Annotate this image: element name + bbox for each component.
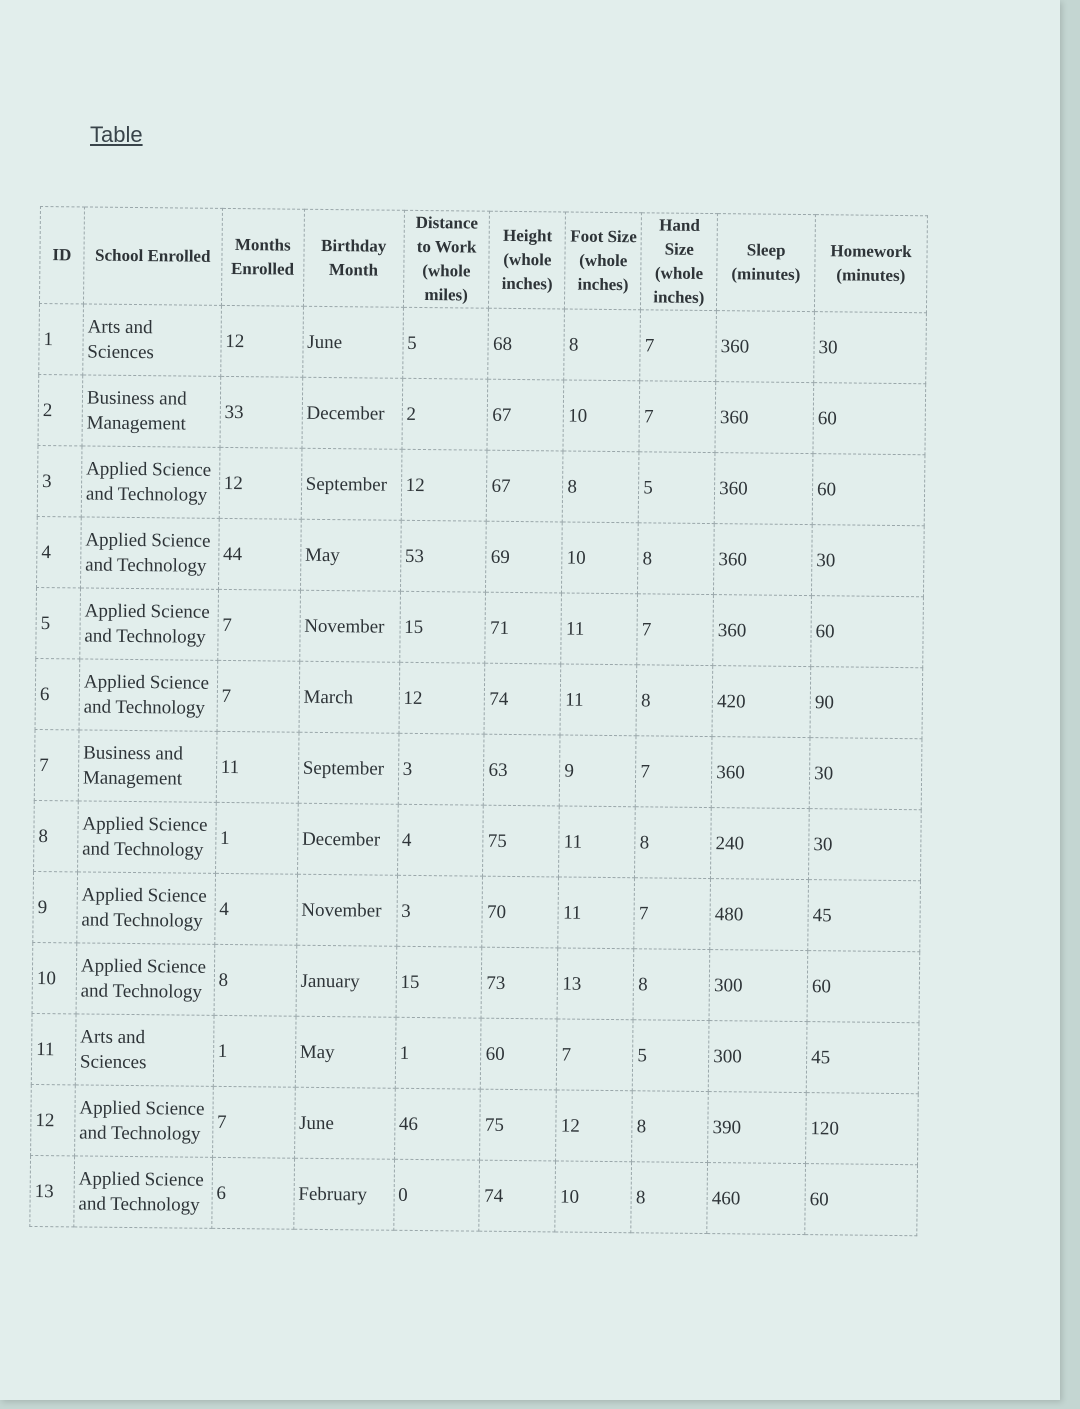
distance-cell: 3 (396, 875, 483, 947)
id-cell: 4 (37, 516, 82, 587)
height-cell: 67 (487, 379, 564, 451)
months-cell: 1 (215, 802, 298, 874)
birthday-cell: December (302, 377, 403, 449)
foot-cell: 9 (560, 735, 637, 807)
homework-cell: 60 (813, 383, 926, 455)
height-cell: 68 (488, 308, 565, 380)
foot-cell: 11 (559, 806, 636, 878)
foot-cell: 11 (558, 877, 635, 949)
sleep-cell: 360 (713, 595, 812, 667)
foot-cell: 7 (557, 1019, 634, 1091)
foot-cell: 11 (561, 593, 638, 665)
birthday-cell: May (295, 1016, 396, 1088)
distance-cell: 15 (396, 946, 483, 1018)
birthday-cell: November (296, 874, 397, 946)
school-cell: Business and Management (78, 730, 217, 802)
birthday-cell: February (293, 1158, 394, 1230)
height-cell: 70 (482, 876, 559, 948)
height-cell: 63 (484, 734, 561, 806)
id-cell: 9 (33, 871, 78, 942)
header-cell: Birthday Month (303, 209, 404, 307)
school-cell: Applied Science and Technology (74, 1085, 213, 1157)
table-row (31, 1084, 919, 1164)
school-cell: Applied Science and Technology (76, 943, 215, 1015)
table-row (39, 303, 927, 383)
foot-cell: 8 (564, 309, 641, 381)
header-cell: Height (whole inches) (489, 211, 566, 309)
sleep-cell: 360 (716, 311, 815, 383)
table-row (37, 445, 925, 525)
homework-cell: 90 (810, 667, 923, 739)
data-table (29, 206, 928, 1236)
school-cell: Arts and Sciences (75, 1014, 214, 1086)
table-row (36, 587, 924, 667)
distance-cell: 12 (399, 662, 486, 734)
foot-cell: 10 (555, 1161, 632, 1233)
id-cell: 8 (34, 800, 79, 871)
months-cell: 7 (212, 1086, 295, 1158)
months-cell: 12 (219, 447, 302, 519)
header-cell: Sleep (minutes) (717, 214, 816, 312)
school-cell: Applied Science and Technology (80, 588, 219, 660)
school-cell: Applied Science and Technology (80, 517, 219, 589)
height-cell: 67 (487, 450, 564, 522)
months-cell: 4 (214, 873, 297, 945)
birthday-cell: September (298, 732, 399, 804)
birthday-cell: May (300, 519, 401, 591)
id-cell: 10 (32, 942, 77, 1013)
header-cell: Hand Size (whole inches) (641, 213, 718, 311)
height-cell: 73 (482, 947, 559, 1019)
header-cell: Foot Size (whole inches) (565, 212, 642, 310)
sleep-cell: 300 (709, 950, 808, 1022)
hand-cell: 5 (638, 452, 715, 524)
homework-cell: 120 (806, 1093, 919, 1165)
birthday-cell: January (296, 945, 397, 1017)
months-cell: 11 (216, 731, 299, 803)
id-cell: 12 (31, 1084, 76, 1155)
foot-cell: 11 (560, 664, 637, 736)
height-cell: 75 (483, 805, 560, 877)
header-cell: ID (39, 207, 84, 304)
height-cell: 71 (485, 592, 562, 664)
school-cell: Arts and Sciences (83, 304, 222, 376)
hand-cell: 5 (633, 1020, 710, 1092)
id-cell: 1 (39, 303, 84, 374)
distance-cell: 53 (400, 520, 487, 592)
months-cell: 8 (214, 944, 297, 1016)
id-cell: 2 (38, 374, 83, 445)
hand-cell: 7 (634, 878, 711, 950)
months-cell: 12 (220, 305, 303, 377)
distance-cell: 4 (397, 804, 484, 876)
school-cell: Applied Science and Technology (77, 801, 216, 873)
hand-cell: 8 (638, 523, 715, 595)
table-row (38, 374, 926, 454)
distance-cell: 5 (402, 307, 489, 379)
table-row (32, 942, 920, 1022)
hand-cell: 7 (640, 310, 717, 382)
height-cell: 60 (481, 1018, 558, 1090)
homework-cell: 60 (805, 1164, 918, 1236)
homework-cell: 45 (806, 1022, 919, 1094)
distance-cell: 3 (398, 733, 485, 805)
homework-cell: 60 (807, 951, 920, 1023)
homework-cell: 60 (812, 454, 925, 526)
id-cell: 11 (31, 1013, 76, 1084)
id-cell: 7 (34, 729, 79, 800)
distance-cell: 46 (394, 1088, 481, 1160)
header-cell: Months Enrolled (221, 208, 304, 306)
birthday-cell: March (299, 661, 400, 733)
sleep-cell: 360 (714, 453, 813, 525)
hand-cell: 8 (636, 665, 713, 737)
header-cell: Distance to Work (whole miles) (403, 210, 490, 308)
distance-cell: 0 (393, 1159, 480, 1231)
sleep-cell: 360 (711, 737, 810, 809)
header-cell: Homework (minutes) (814, 215, 927, 313)
hand-cell: 7 (636, 736, 713, 808)
school-cell: Applied Science and Technology (77, 872, 216, 944)
months-cell: 7 (217, 589, 300, 661)
table-row (37, 516, 925, 596)
distance-cell: 2 (402, 378, 489, 450)
height-cell: 74 (479, 1160, 556, 1232)
homework-cell: 45 (808, 880, 921, 952)
sleep-cell: 480 (710, 879, 809, 951)
school-cell: Applied Science and Technology (81, 446, 220, 518)
height-cell: 75 (480, 1089, 557, 1161)
birthday-cell: December (297, 803, 398, 875)
table-row (35, 658, 923, 738)
distance-cell: 1 (395, 1017, 482, 1089)
hand-cell: 7 (637, 594, 714, 666)
sleep-cell: 390 (708, 1092, 807, 1164)
sleep-cell: 300 (708, 1021, 807, 1093)
table-row (30, 1155, 918, 1235)
table-row (34, 729, 922, 809)
table-body (30, 303, 927, 1235)
homework-cell: 30 (809, 738, 922, 810)
id-cell: 6 (35, 658, 80, 729)
foot-cell: 10 (562, 522, 639, 594)
months-cell: 1 (213, 1015, 296, 1087)
homework-cell: 30 (811, 525, 924, 597)
months-cell: 44 (218, 518, 301, 590)
months-cell: 6 (212, 1157, 295, 1229)
hand-cell: 8 (633, 949, 710, 1021)
hand-cell: 8 (635, 807, 712, 879)
height-cell: 74 (484, 663, 561, 735)
sleep-cell: 360 (715, 382, 814, 454)
header-row (39, 207, 927, 313)
hand-cell: 8 (631, 1162, 708, 1234)
hand-cell: 7 (639, 381, 716, 453)
table-row (33, 871, 921, 951)
foot-cell: 13 (557, 948, 634, 1020)
height-cell: 69 (486, 521, 563, 593)
hand-cell: 8 (632, 1091, 709, 1163)
sleep-cell: 420 (712, 666, 811, 738)
homework-cell: 30 (814, 312, 927, 384)
birthday-cell: June (294, 1087, 395, 1159)
sleep-cell: 240 (711, 808, 810, 880)
foot-cell: 8 (563, 451, 640, 523)
distance-cell: 12 (401, 449, 488, 521)
foot-cell: 12 (556, 1090, 633, 1162)
school-cell: Business and Management (82, 375, 221, 447)
months-cell: 33 (220, 376, 303, 448)
school-cell: Applied Science and Technology (74, 1156, 213, 1228)
birthday-cell: June (302, 306, 403, 378)
sleep-cell: 360 (714, 524, 813, 596)
table-row (31, 1013, 919, 1093)
id-cell: 13 (30, 1155, 75, 1226)
homework-cell: 30 (809, 809, 922, 881)
id-cell: 3 (37, 445, 82, 516)
school-cell: Applied Science and Technology (79, 659, 218, 731)
birthday-cell: November (299, 590, 400, 662)
birthday-cell: September (301, 448, 402, 520)
homework-cell: 60 (811, 596, 924, 668)
header-cell: School Enrolled (83, 207, 222, 305)
distance-cell: 15 (399, 591, 486, 663)
sleep-cell: 460 (707, 1163, 806, 1235)
months-cell: 7 (217, 660, 300, 732)
id-cell: 5 (36, 587, 81, 658)
foot-cell: 10 (563, 380, 640, 452)
table-row (34, 800, 922, 880)
document-title: Table (90, 122, 143, 147)
